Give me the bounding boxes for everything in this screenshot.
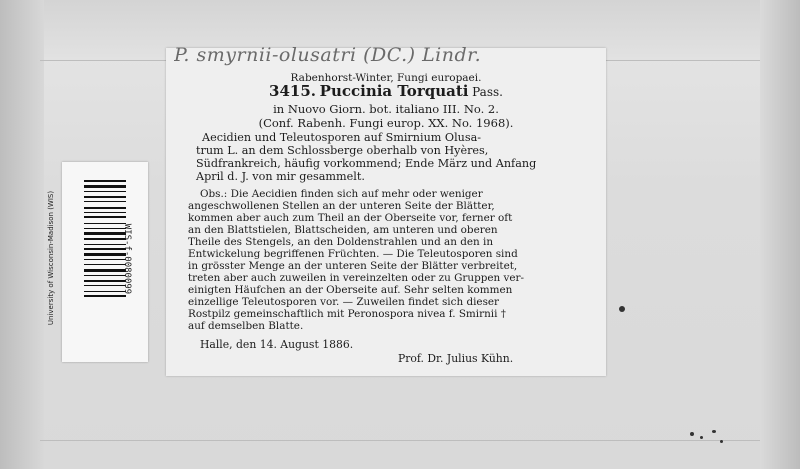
barcode-bar: [84, 253, 126, 256]
barcode-bar: [84, 285, 126, 286]
observation-line: treten aber auch zuweilen in vereinzelten oder zu Gruppen ver-: [188, 272, 525, 284]
barcode-bar: [84, 248, 126, 250]
observation-line: Theile des Stengels, an den Doldenstrahlen und an den in: [188, 236, 494, 248]
observation-line: angeschwollenen Stellen an der unteren Seite der Blätter,: [188, 200, 495, 212]
barcode-bar: [84, 238, 126, 240]
observation-line: kommen aber auch zum Theil an der Oberseite vor, ferner oft: [188, 212, 513, 224]
barcode-bar: [84, 291, 126, 292]
species-author: Pass.: [472, 85, 503, 99]
barcode-bar: [84, 295, 126, 297]
observation-line: Obs.: Die Aecidien finden sich auf mehr oder weniger: [200, 188, 483, 200]
barcode-bar: [84, 232, 126, 235]
observation-line: auf demselben Blatte.: [188, 320, 304, 332]
barcode-bar: [84, 269, 126, 272]
description-line: April d. J. von mir gesammelt.: [196, 170, 365, 183]
barcode-bar: [84, 185, 126, 188]
barcode-bar: [84, 244, 126, 245]
barcode-label: [47, 162, 148, 362]
barcode-bar: [84, 259, 126, 260]
barcode-bar: [84, 191, 126, 192]
barcode-bar: [84, 216, 126, 218]
barcode-institution: University of Wisconsin-Madison (WIS): [47, 190, 56, 326]
barcode-bar: [84, 228, 126, 229]
stain-mark: [712, 430, 716, 433]
observation-line: Entwickelung begriffenen Früchten. — Die Teleutosporen sind: [188, 248, 518, 260]
barcode-bar: [84, 223, 126, 224]
description-line: trum L. an dem Schlossberge oberhalb von Hyères,: [196, 144, 489, 157]
envelope-left-flap: [0, 0, 44, 469]
reference-line-1: in Nuovo Giorn. bot. italiano III. No. 2.: [273, 102, 499, 116]
barcode-bar: [84, 201, 126, 202]
stain-mark: [720, 440, 723, 443]
barcode-bar: [84, 207, 126, 209]
barcode-number: WIS-f-0080099: [122, 223, 133, 295]
stain-mark: [619, 306, 625, 312]
specimen-number: 3415.: [269, 82, 317, 100]
observation-line: Rostpilz gemeinschaftlich mit Peronospora nivea f. Smirnii †: [188, 308, 506, 320]
observation-line: an den Blattstielen, Blattscheiden, am unteren und oberen: [188, 224, 498, 236]
specimen-label: [166, 48, 606, 376]
description-line: Südfrankreich, häufig vorkommend; Ende März und Anfang: [196, 157, 537, 170]
observation-line: einigten Häufchen an der Oberseite auf. Sehr selten kommen: [188, 284, 513, 296]
barcode-bar: [84, 275, 126, 276]
stain-mark: [690, 432, 694, 436]
barcode-bar: [84, 180, 126, 182]
barcode-bar: [84, 196, 126, 198]
barcode-bar: [84, 280, 126, 282]
observation-line: einzellige Teleutosporen vor. — Zuweilen findet sich dieser: [188, 296, 500, 308]
stain-mark: [700, 436, 703, 439]
observation-line: in grösster Menge an der unteren Seite der Blätter verbreitet,: [188, 260, 518, 272]
barcode-bar: [84, 264, 126, 265]
species-name: Puccinia Torquati: [319, 82, 469, 100]
description-line: Aecidien und Teleutosporen auf Smirnium Olusa-: [202, 131, 482, 144]
collector-signature: Prof. Dr. Julius Kühn.: [398, 352, 514, 365]
envelope-right-flap: [760, 0, 800, 469]
reference-line-2: (Conf. Rabenh. Fungi europ. XX. No. 1968).: [258, 116, 514, 130]
envelope-fold-line: [40, 440, 760, 441]
place-and-date: Halle, den 14. August 1886.: [200, 338, 354, 351]
barcode-bars: [84, 180, 126, 344]
species-heading: [166, 82, 606, 100]
series-title: Rabenhorst-Winter, Fungi europaei.: [290, 72, 482, 84]
barcode-bar: [84, 212, 126, 213]
handwritten-annotation: P. smyrnii-olusatri (DC.) Lindr.: [174, 44, 482, 66]
